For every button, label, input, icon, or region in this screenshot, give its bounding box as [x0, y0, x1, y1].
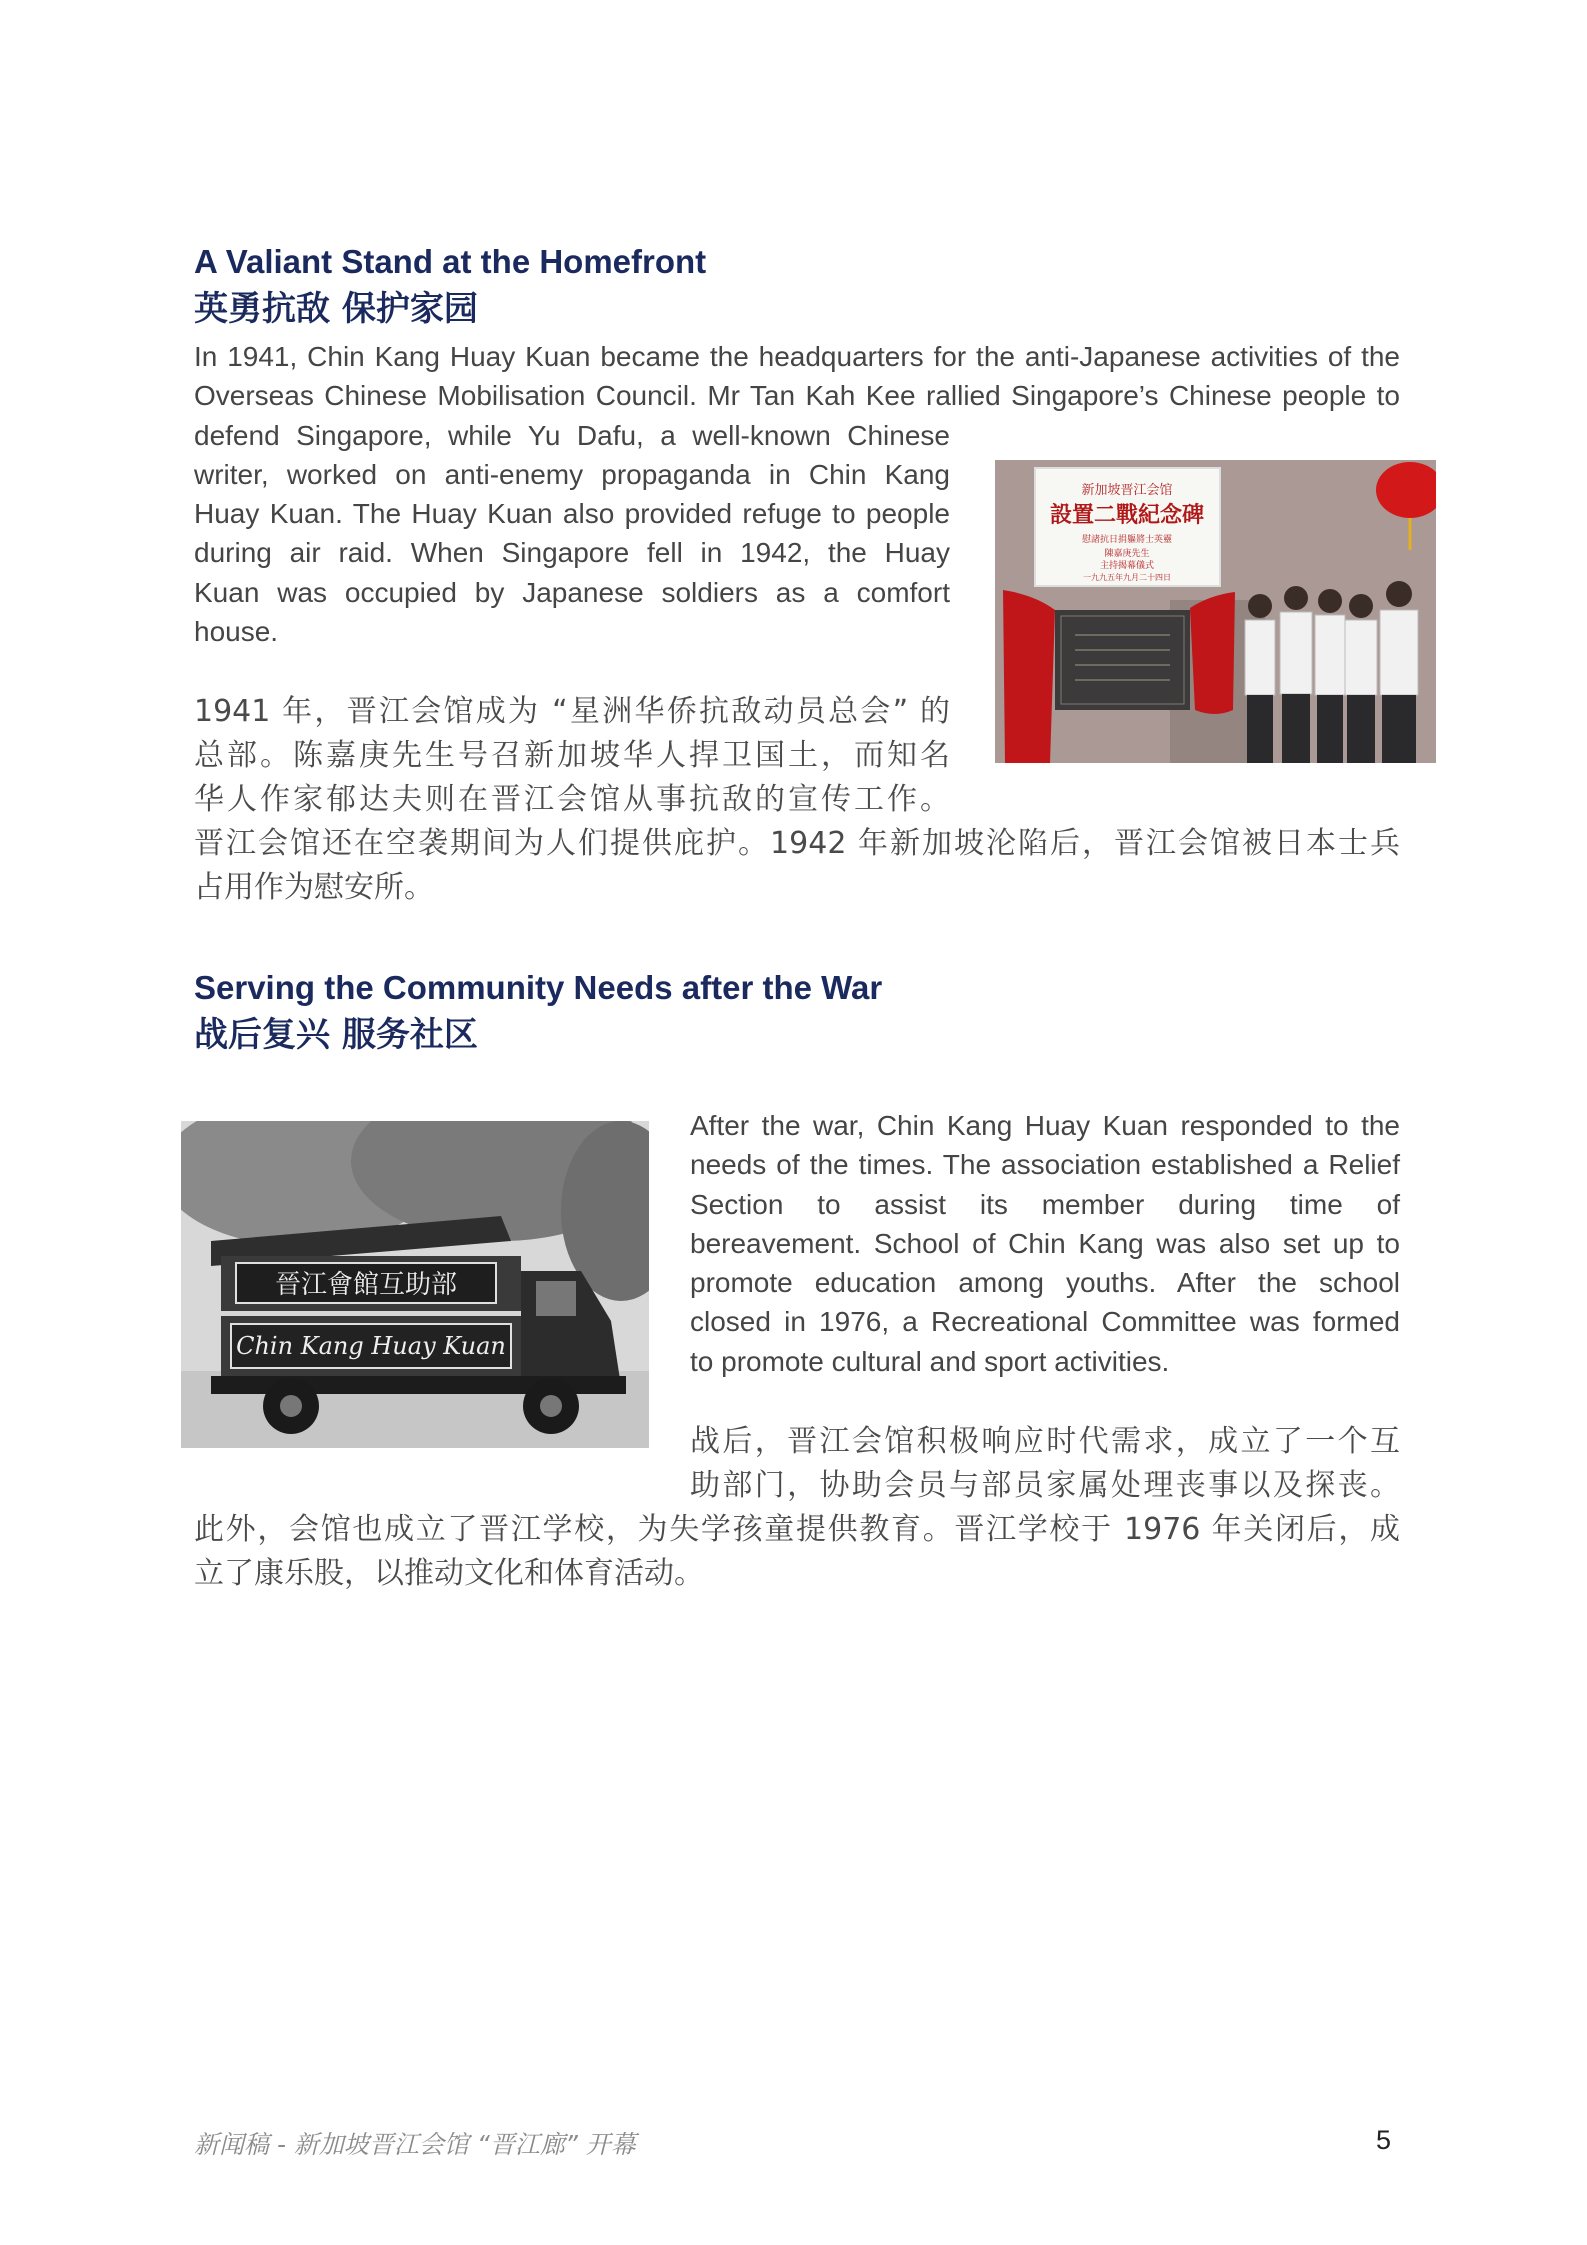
text-line: 占用作为慰安所。 [194, 870, 434, 905]
relief-truck-photo [181, 1121, 649, 1448]
text-line: After the war, Chin Kang Huay Kuan responded to the [690, 1110, 1400, 1141]
section2-paragraph-zh-part1 [690, 1420, 1400, 1508]
section2-heading-zh: 战后复兴 服务社区 [194, 1015, 478, 1055]
text-line: Section to assist its member during time of [690, 1188, 1400, 1220]
truck-photo-illustration [181, 1121, 649, 1448]
plaque-line1-text: 慰諸抗日捐軀將士英靈 [1081, 535, 1173, 545]
section2-paragraph-en [690, 1106, 1400, 1381]
text-line: defend Singapore, while Yu Dafu, a well-known Chinese [194, 419, 950, 451]
text-line: 1941 年，晋江会馆成为 “星洲华侨抗敌动员总会” 的 [194, 694, 950, 729]
text-line: needs of the times. The association established a Relief [690, 1149, 1400, 1181]
section1-heading-zh: 英勇抗敌 保护家园 [194, 289, 478, 329]
text-line: 战后，晋江会馆积极响应时代需求，成立了一个互 [690, 1424, 1400, 1459]
section2-heading-en: Serving the Community Needs after the War [194, 969, 883, 1006]
text-line: 晋江会馆还在空袭期间为人们提供庇护。1942 年新加坡沦陷后，晋江会馆被日本士兵 [194, 826, 1400, 861]
text-line: 总部。陈嘉庚先生号召新加坡华人捍卫国土，而知名 [194, 738, 950, 773]
plaque-line3-text: 主持揭幕儀式 [1099, 561, 1155, 571]
truck-banner-bottom-text: Chin Kang Huay Kuan [236, 1332, 506, 1360]
text-line: promote education among youths. After the school [690, 1267, 1400, 1299]
plaque-top-text: 新加坡晋江会馆 [1081, 483, 1173, 498]
text-line: house. [194, 616, 279, 648]
text-line: 此外，会馆也成立了晋江学校，为失学孩童提供教育。晋江学校于 1976 年关闭后，成 [194, 1512, 1400, 1547]
section1-heading-en: A Valiant Stand at the Homefront [194, 243, 707, 280]
text-line: 助部门，协助会员与部员家属处理丧事以及探丧。 [690, 1468, 1400, 1503]
text-line: closed in 1976, a Recreational Committee was formed [690, 1306, 1400, 1338]
text-line: 立了康乐股，以推动文化和体育活动。 [194, 1556, 704, 1591]
text-line: to promote cultural and sport activities. [690, 1345, 1170, 1377]
plaque-line2-text: 陳嘉庚先生 [1104, 549, 1150, 559]
text-line: Overseas Chinese Mobilisation Council. Mr Tan Kah Kee rallied Singapore’s Chinese people to [194, 380, 1400, 412]
plaque-title-text: 設置二戰紀念碑 [1049, 502, 1205, 528]
text-line: bereavement. School of Chin Kang was also set up to [690, 1227, 1400, 1259]
text-line: during air raid. When Singapore fell in 1942, the Huay [194, 537, 950, 569]
plaque-date-text: 一九九五年九月二十四日 [1083, 573, 1171, 582]
text-line: Huay Kuan. The Huay Kuan also provided refuge to people [194, 498, 950, 530]
truck-banner-top-text: 晉江會館互助部 [274, 1270, 458, 1300]
text-line: writer, worked on anti-enemy propaganda in Chin Kang [194, 458, 950, 490]
section1-paragraph-zh [194, 690, 1400, 910]
text-line: 华人作家郁达夫则在晋江会馆从事抗敌的宣传工作。 [194, 782, 950, 817]
page-number: 5 [1376, 2125, 1392, 2155]
section2-paragraph-zh-part2 [194, 1508, 1400, 1596]
text-line: In 1941, Chin Kang Huay Kuan became the headquarters for the anti-Japanese activities of the [194, 341, 1400, 372]
footer-title: 新闻稿 - 新加坡晋江会馆 “晋江廊” 开幕 [194, 2130, 636, 2159]
text-line: Kuan was occupied by Japanese soldiers as a comfort [194, 576, 950, 608]
